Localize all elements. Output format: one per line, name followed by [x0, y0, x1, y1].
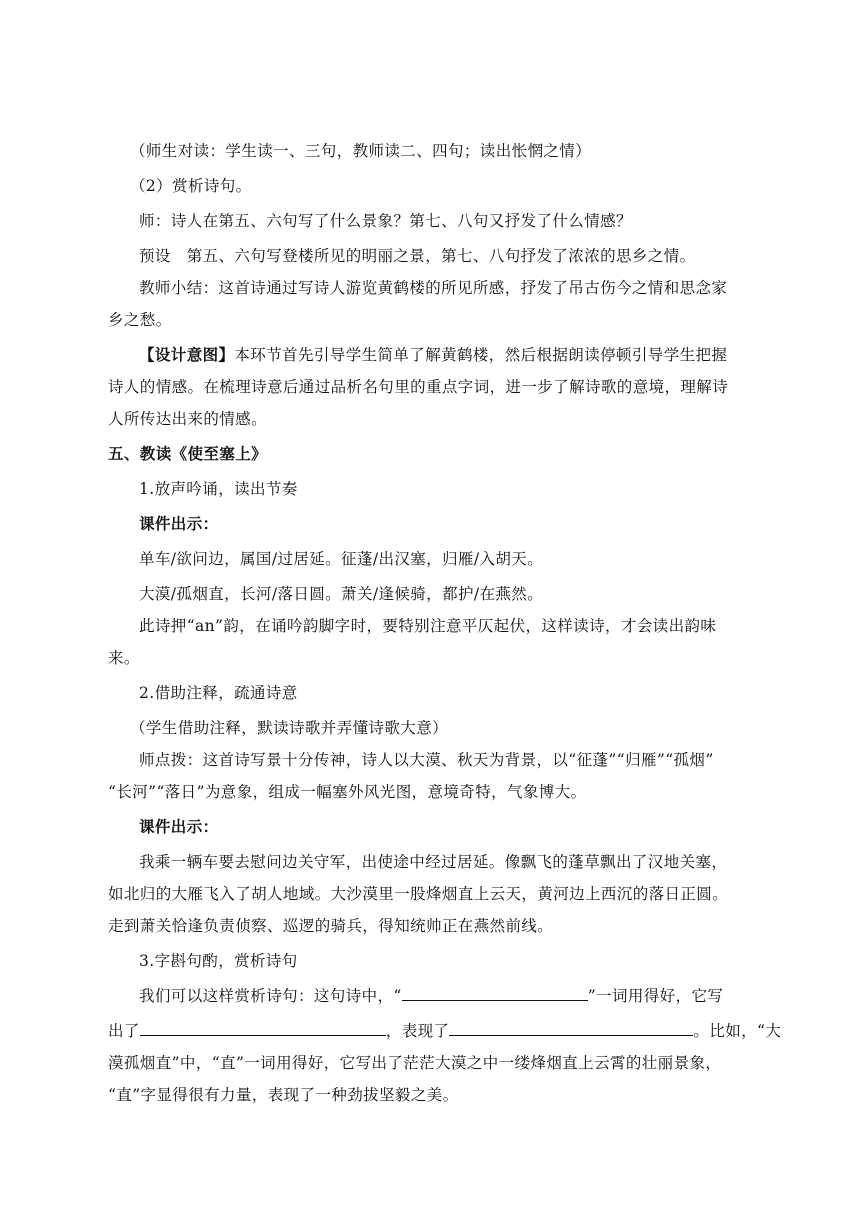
template-text-5: 。比如，“大 — [693, 1022, 782, 1040]
template-text-2: ”一词用得好，它写 — [587, 987, 724, 1005]
paragraph-translation-cont-1: 如北归的大雁飞入了胡人地域。大沙漠里一股烽烟直上云天，黄河边上西沉的落日正圆。 — [108, 885, 729, 903]
fill-blank-feeling — [449, 1021, 693, 1036]
paragraph-preset: 预设 第五、六句写登楼所见的明丽之景，第七、八句抒发了浓浓的思乡之情。 — [139, 247, 696, 265]
design-intent-text: 本环节首先引导学生简单了解黄鹤楼，然后根据朗读停顿引导学生把握 — [234, 346, 728, 364]
paragraph-reading-note: （师生对读：学生读一、三句，教师读二、四句；读出怅惘之情） — [130, 142, 592, 160]
paragraph-translation: 我乘一辆车要去慰问边关守军，出使途中经过居延。像飘飞的蓬草飘出了汉地关塞， — [139, 853, 728, 871]
paragraph-template — [139, 986, 723, 1006]
paragraph-student-note: （学生借助注释，默读诗歌并弄懂诗歌大意） — [130, 719, 449, 737]
courseware-label-1: 课件出示： — [139, 514, 219, 533]
section-heading-5: 五、教读《使至塞上》 — [108, 444, 268, 463]
paragraph-summary-cont: 乡之愁。 — [108, 311, 172, 329]
step-3-heading: 3.字斟句酌，赏析诗句 — [139, 952, 298, 970]
design-intent-label: 【设计意图】 — [139, 345, 235, 364]
fill-blank-word — [402, 986, 588, 1001]
paragraph-design-intent-cont-2: 人所传达出来的情感。 — [108, 410, 268, 428]
paragraph-teacher-tip-cont: “长河”“落日”为意象，组成一幅塞外风光图，意境奇特，气象博大。 — [108, 783, 587, 801]
paragraph-teacher-tip: 师点拨：这首诗写景十分传神，诗人以大漠、秋天为背景，以“征蓬”“归雁”“孤烟” — [139, 751, 714, 769]
subheading-appreciate: （2）赏析诗句。 — [130, 177, 252, 195]
paragraph-rhyme: 此诗押“an”韵，在诵吟韵脚字时，要特别注意平仄起伏，这样读诗，才会读出韵味 — [139, 617, 717, 635]
fill-blank-scene — [140, 1021, 386, 1036]
courseware-label-2: 课件出示： — [139, 817, 219, 836]
step-1-heading: 1.放声吟诵，读出节奏 — [139, 480, 298, 498]
step-2-heading: 2.借助注释，疏通诗意 — [139, 684, 298, 702]
paragraph-template-cont — [108, 1021, 781, 1041]
poem-line-1: 单车/欲问边，属国/过居延。征蓬/出汉塞，归雁/入胡天。 — [139, 550, 544, 568]
paragraph-teacher-question: 师：诗人在第五、六句写了什么景象？第七、八句又抒发了什么情感？ — [139, 212, 632, 230]
paragraph-example: 漠孤烟直”中，“直”一词用得好，它写出了茫茫大漠之中一缕烽烟直上云霄的壮丽景象， — [108, 1054, 722, 1072]
template-text-4: ，表现了 — [385, 1022, 450, 1040]
paragraph-rhyme-cont: 来。 — [108, 649, 140, 667]
paragraph-design-intent — [139, 345, 727, 365]
paragraph-summary: 教师小结：这首诗通过写诗人游览黄鹤楼的所见所感，抒发了吊古伤今之情和思念家 — [139, 279, 728, 297]
paragraph-example-cont: “直”字显得很有力量，表现了一种劲拔坚毅之美。 — [108, 1086, 459, 1104]
template-text-3: 出了 — [108, 1022, 140, 1040]
paragraph-design-intent-cont-1: 诗人的情感。在梳理诗意后通过品析名句里的重点字词，进一步了解诗歌的意境，理解诗 — [108, 378, 729, 396]
paragraph-translation-cont-2: 走到萧关恰逢负责侦察、巡逻的骑兵，得知统帅正在燕然前线。 — [108, 917, 554, 935]
poem-line-2: 大漠/孤烟直，长河/落日圆。萧关/逢候骑，都护/在燕然。 — [139, 585, 544, 603]
template-text-1: 我们可以这样赏析诗句：这句诗中，“ — [139, 987, 402, 1005]
